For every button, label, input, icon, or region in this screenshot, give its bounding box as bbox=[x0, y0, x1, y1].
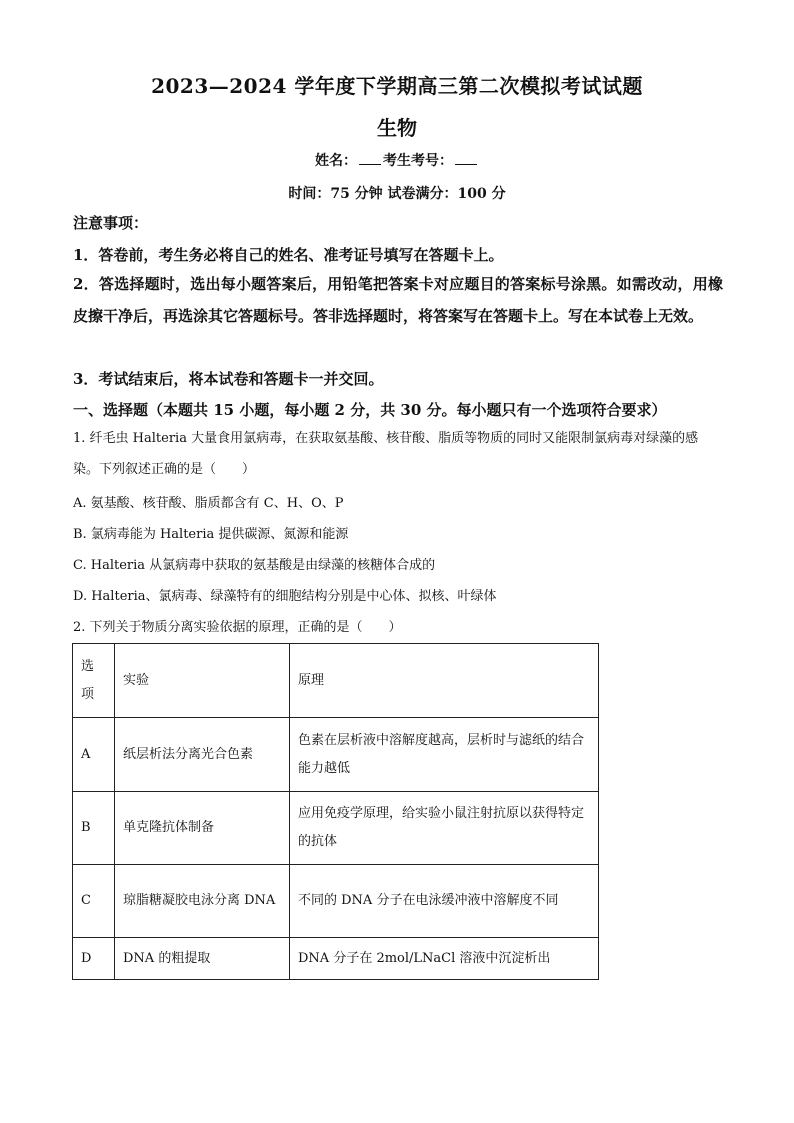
table-cell: B bbox=[73, 792, 115, 865]
table-cell: 琼脂糖凝胶电泳分离 DNA bbox=[115, 865, 290, 938]
table-cell: 色素在层析液中溶解度越高，层析时与滤纸的结合能力越低 bbox=[290, 718, 599, 792]
notes-heading: 注意事项： bbox=[73, 214, 149, 232]
table-cell: D bbox=[73, 938, 115, 980]
question-1-option-c: C. Halteria 从氯病毒中获取的氨基酸是由绿藻的核糖体合成的 bbox=[73, 558, 436, 573]
section-heading: 一、选择题（本题共 15 小题，每小题 2 分，共 30 分。每小题只有一个选项符合要求） bbox=[73, 401, 667, 419]
id-blank bbox=[455, 150, 477, 165]
table-header-cell: 选项 bbox=[73, 644, 115, 718]
note-item-3: 3．考试结束后，将本试卷和答题卡一并交回。 bbox=[73, 370, 384, 388]
name-blank bbox=[359, 150, 381, 165]
table-cell: 不同的 DNA 分子在电泳缓冲液中溶解度不同 bbox=[290, 865, 599, 938]
table-header-cell: 实验 bbox=[115, 644, 290, 718]
question-1-stem: 1. 纤毛虫 Halteria 大量食用氯病毒，在获取氨基酸、核苷酸、脂质等物质的同时又能限制氯病毒对绿藻的感染。下列叙述正确的是（ ） bbox=[73, 431, 699, 477]
question-1-option-b: B. 氯病毒能为 Halteria 提供碳源、氮源和能源 bbox=[73, 527, 349, 542]
question-1-option-d: D. Halteria、氯病毒、绿藻特有的细胞结构分别是中心体、拟核、叶绿体 bbox=[73, 589, 497, 604]
student-info-line bbox=[0, 150, 794, 170]
table-cell: 应用免疫学原理，给实验小鼠注射抗原以获得特定的抗体 bbox=[290, 792, 599, 865]
table-row bbox=[73, 718, 599, 792]
question-2-table bbox=[72, 643, 599, 980]
time-info: 时间：75 分钟 试卷满分：100 分 bbox=[288, 186, 506, 202]
table-cell: A bbox=[73, 718, 115, 792]
question-2-stem: 2. 下列关于物质分离实验依据的原理，正确的是（ ） bbox=[73, 620, 402, 635]
table-row bbox=[73, 938, 599, 980]
subject-title: 生物 bbox=[377, 116, 417, 140]
table-cell: C bbox=[73, 865, 115, 938]
question-1-option-a: A. 氨基酸、核苷酸、脂质都含有 C、H、O、P bbox=[73, 496, 344, 511]
note-item-1: 1．答卷前，考生务必将自己的姓名、准考证号填写在答题卡上。 bbox=[73, 246, 504, 264]
table-header-cell: 原理 bbox=[290, 644, 599, 718]
note-item-2: 2．答选择题时，选出每小题答案后，用铅笔把答案卡对应题目的答案标号涂黑。如需改动，用橡皮擦干净后，再选涂其它答题标号。答非选择题时，将答案写在答题卡上。写在本试卷上无效。 bbox=[73, 275, 723, 325]
table-row bbox=[73, 865, 599, 938]
table-cell: 单克隆抗体制备 bbox=[115, 792, 290, 865]
table-cell: DNA 的粗提取 bbox=[115, 938, 290, 980]
table-header-row bbox=[73, 644, 599, 718]
name-label: 姓名： bbox=[315, 153, 357, 169]
exam-title: 2023—2024 学年度下学期高三第二次模拟考试试题 bbox=[151, 74, 643, 98]
id-label: 考生考号： bbox=[383, 153, 453, 169]
table-cell: 纸层析法分离光合色素 bbox=[115, 718, 290, 792]
table-row bbox=[73, 792, 599, 865]
table-cell: DNA 分子在 2mol/LNaCl 溶液中沉淀析出 bbox=[290, 938, 599, 980]
